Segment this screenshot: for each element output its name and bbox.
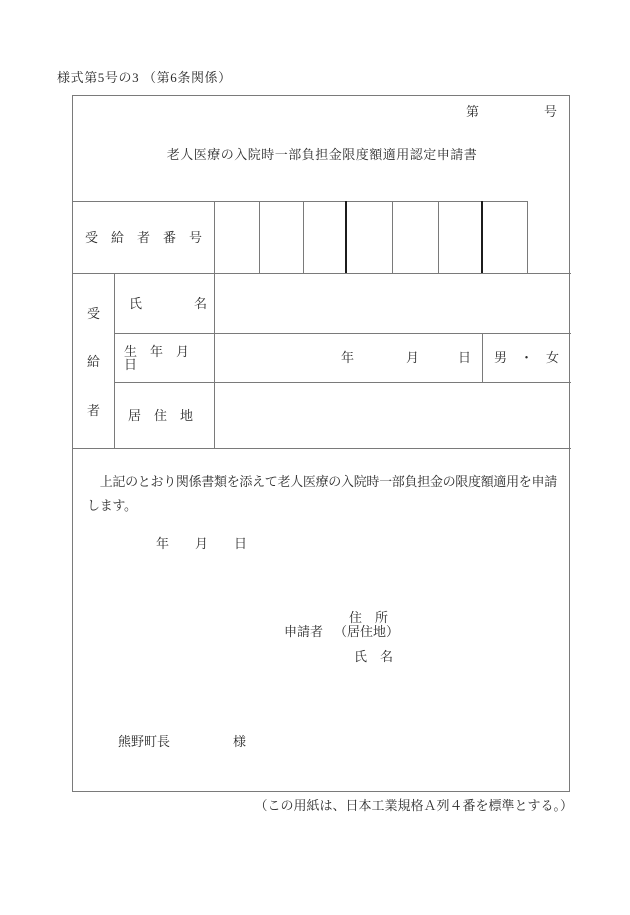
recipient-number-label: 受 給 者 番 号 <box>84 229 202 245</box>
applicant-block <box>284 611 504 671</box>
declaration-line-2: します。 <box>87 498 137 513</box>
address-row-label: 居 住 地 <box>128 407 194 423</box>
declaration-text <box>87 470 559 518</box>
form-title: 老人医療の入院時一部負担金限度額適用認定申請書 <box>166 147 478 162</box>
name-row-label: 氏 名 <box>129 295 208 311</box>
beneficiary-group-char: 者 <box>86 403 100 418</box>
beneficiary-group-char: 給 <box>86 354 100 369</box>
paper-standard-note: （この用紙は、日本工業規格Ａ列４番を標準とする。） <box>254 798 573 813</box>
recipient-number-cell <box>303 201 345 273</box>
declaration-line-1: 上記のとおり関係書類を添えて老人医療の入院時一部負担金の限度額適用を申請 <box>87 474 557 489</box>
address-row-value <box>214 382 571 448</box>
recipient-number-cell <box>347 201 392 273</box>
date-line: 年 月 日 <box>156 536 248 551</box>
birthdate-row-value: 年 月 日 <box>341 350 472 365</box>
application-form <box>72 95 570 792</box>
applicant-address-sub-label: （居住地） <box>334 624 400 639</box>
grid-line <box>73 448 571 449</box>
addressee-honorific: 様 <box>233 734 247 749</box>
applicant-name-label: 氏 名 <box>354 649 394 664</box>
recipient-number-cell <box>214 201 259 273</box>
applicant-label: 申請者 <box>284 624 324 639</box>
name-row-value <box>214 273 571 333</box>
gender-cell: 男 ・ 女 <box>493 350 559 365</box>
addressee-name: 熊野町長 <box>118 734 171 749</box>
grid-line <box>527 201 528 273</box>
birthdate-row-label: 生 年 月 日 <box>124 343 203 372</box>
applicant-address-label: 住 所 <box>349 610 389 625</box>
recipient-number-cell <box>392 201 438 273</box>
recipient-number-cell <box>259 201 303 273</box>
doc-number: 第 号 <box>465 104 557 119</box>
form-code-label: 様式第5号の3 （第6条関係） <box>57 70 232 85</box>
recipient-number-cell <box>483 201 527 273</box>
recipient-number-cell <box>438 201 481 273</box>
beneficiary-group-char: 受 <box>86 306 100 321</box>
